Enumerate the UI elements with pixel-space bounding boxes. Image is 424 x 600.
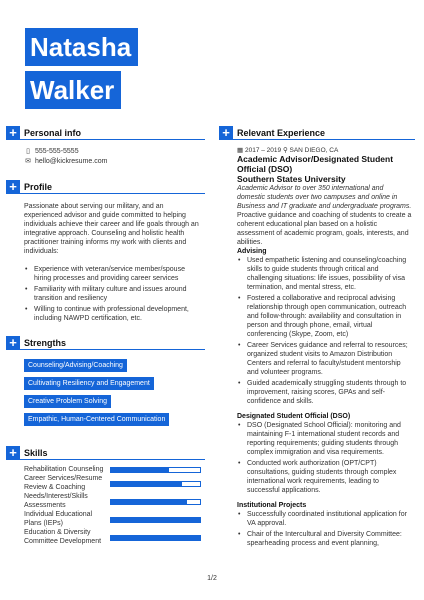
personal-info-title: Personal info [24,128,82,138]
advising-title: Advising [237,248,267,255]
section-rule [20,459,205,460]
skills-heading [6,446,205,460]
skill-label: Individual Educational Plans (IEPs) [24,511,93,527]
email-text: hello@kickresume.com [35,158,108,165]
skill-bar [110,535,201,541]
project-bullet: • Chair of the Intercultural and Diversity Committee: spearheading process and event planning, [237,530,413,548]
advising-bullet: • Used empathetic listening and counseling/coaching skills to guide students through critical and challenging situations: life issues, possibility of visa termination, and mental stress, etc. [237,256,413,292]
job-title: Academic Advisor/Designated Student Official (DSO) [237,154,394,174]
project-bullet: • Successfully coordinated institutional application for VA approval. [237,510,413,528]
profile-bullets [24,265,202,325]
skill-bar [110,481,201,487]
section-rule [20,193,205,194]
skill-fill [111,482,182,486]
section-rule [20,349,205,350]
skill-fill [111,518,200,522]
projects-title: Institutional Projects [237,502,307,509]
dso-title: Designated Student Official (DSO) [237,413,351,420]
plus-icon: + [6,336,20,350]
plus-icon: + [6,126,20,140]
skill-bar [110,499,201,505]
job-organization: Southern States University [237,174,346,184]
plus-icon: + [219,126,233,140]
profile-summary: Passionate about serving our military, and an experienced advisor and guide committed to helping individuals achieve their career and life goals through an integrative approach. Counseling and holistic health practitioner training informs my work with clients and individuals: [24,203,199,255]
skill-bar [110,517,201,523]
email-icon: ✉ [25,158,31,165]
dso-list [237,421,413,495]
section-rule [233,139,415,140]
skill-fill [111,468,169,472]
experience-title: Relevant Experience [237,128,326,138]
skill-fill [111,500,187,504]
dso-bullet: • DSO (Designated School Official): monitoring and maintaining F-1 international student records and reporting requirements; guiding students through complex immigration and visa requirements. [237,421,413,457]
section-rule [20,139,205,140]
projects-list [237,510,413,548]
job-intro-italic: Academic Advisor to over 350 international and domestic students over two campuses and online in Business and IT graduate and undergraduate programs. [237,185,412,210]
last-name: Walker [25,71,121,109]
strength-chip: Counseling/Advising/Coaching [24,359,127,372]
job-dates: 2017 – 2019 [244,147,282,154]
name-block [25,28,138,114]
job-location: SAN DIEGO, CA [289,147,339,154]
profile-bullet: • Willing to continue with professional development, including NAWPD certification, etc. [24,305,202,323]
profile-heading [6,180,205,194]
dso-bullet: • Conducted work authorization (OPT/CPT) consultations, guiding students through complex international work requirements, leading to successful applications. [237,459,413,495]
advising-bullet: • Fostered a collaborative and reciprocal advising relationship through open communication, outreach and follow-through: availability and consultation in person and through phone, email, virtual conferencing (Skype, Zoom, etc) [237,294,413,339]
calendar-icon: ▦ [237,147,244,154]
strength-chip: Empathic, Human-Centered Communication [24,413,169,426]
strengths-title: Strengths [24,338,67,348]
first-name: Natasha [25,28,138,66]
plus-icon: + [6,180,20,194]
phone-row [24,147,79,156]
skill-label: Rehabilitation Counseling [24,466,104,473]
strength-chip: Creative Problem Solving [24,395,111,408]
skill-label: Career Services/Resume Review & Coaching [24,475,103,491]
skill-label: Needs/Interest/Skills Assessments [24,493,88,509]
personal-info-heading [6,126,205,140]
strength-chip: Cultivating Resiliency and Engagement [24,377,154,390]
skill-fill [111,536,200,540]
strengths-heading [6,336,205,350]
skills-title: Skills [24,448,48,458]
profile-title: Profile [24,182,53,192]
experience-entry [237,146,413,550]
experience-heading [219,126,415,140]
page-indicator: 1/2 [207,575,217,582]
advising-list [237,256,413,406]
skill-label: Education & Diversity Committee Development [24,529,102,545]
job-intro-rest: Proactive guidance and coaching of students to create a coherent educational plan based on a holistic assessment of academic program, goals, interests, and abilities. [237,212,412,246]
profile-bullet: • Familiarity with military culture and issues around transition and resiliency [24,285,202,303]
profile-bullet: • Experience with veteran/service member/spouse hiring processes and providing career services [24,265,202,283]
email-row [24,157,107,166]
advising-bullet: • Guided academically struggling students through to improvement, raising scores, GPAs and self-confidence and skills. [237,379,413,406]
advising-bullet: • Career Services guidance and referral to resources; organized student visits to Amazon Distribution Centers and referral to faculty/student mentorship and volunteer programs. [237,341,413,377]
location-pin-icon: ⚲ [282,147,288,154]
plus-icon: + [6,446,20,460]
skill-bar [110,467,201,473]
phone-icon: ▯ [26,148,30,155]
job-intro [237,184,413,247]
phone-text: 555-555-5555 [35,148,79,155]
